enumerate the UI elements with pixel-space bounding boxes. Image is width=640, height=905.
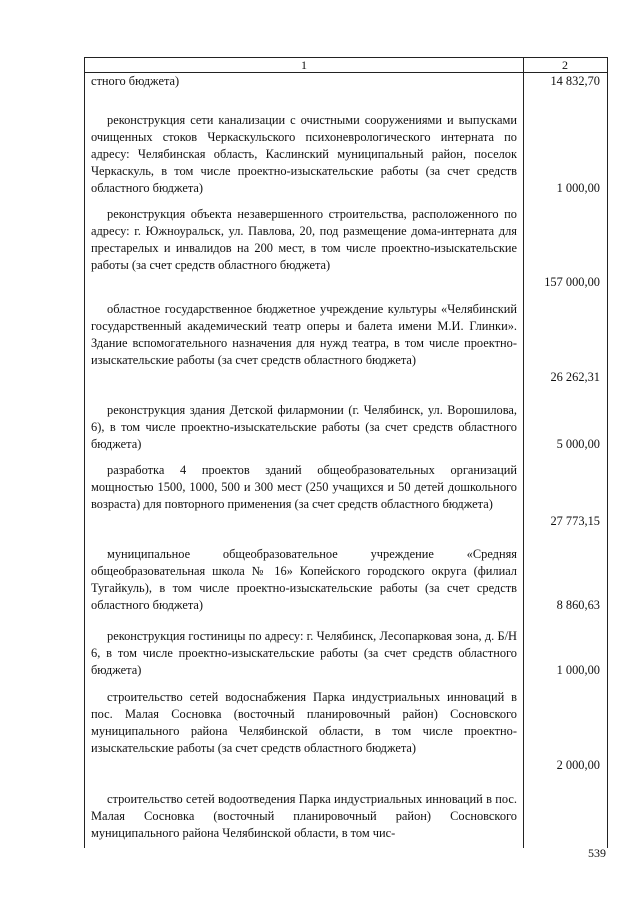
entry-amount: 27 773,15 (550, 514, 600, 528)
entry-description: реконструкция объекта незавершенного строительства, расположенного по адресу: г. Южноуральск, ул. Павлова, 20, под размещение дома-интерната для престарелых и инвалидов на 200 мест, в том числе проектно-изыскательские работы (за счет средств областного бюджета) (91, 207, 517, 272)
entry-description: разработка 4 проектов зданий общеобразовательных организаций мощностью 1500, 1000, 500 и 300 мест (250 учащихся и 50 детей дошкольного возраста) для повторного применения (за счет средств областного бюджета) (91, 463, 517, 511)
column-1-header: 1 (301, 58, 307, 72)
column-2-header: 2 (562, 58, 568, 72)
entry-amount: 2 000,00 (556, 758, 600, 772)
entry-description: областное государственное бюджетное учреждение культуры «Челябинский государственный академический театр оперы и балета имени М.И. Глинки». Здание вспомогательного назначения для нужд театра, в том числе проектно-изыскательские работы (за счет средств областного бюджета) (91, 302, 517, 367)
entry-amount: 157 000,00 (544, 275, 600, 289)
entry-description: строительство сетей водоснабжения Парка индустриальных инноваций в пос. Малая Сосновка (восточный планировочный район) Сосновского муниципального района Челябинской области, в том числе проектно-изыскательские работы (за счет средств областного бюджета) (91, 690, 517, 755)
entry-description: стного бюджета) (91, 74, 180, 88)
column-divider (523, 58, 524, 848)
entry-amount: 14 832,70 (550, 74, 600, 88)
page-number: 539 (588, 846, 606, 860)
table-header-row (85, 58, 607, 73)
entry-description: реконструкция сети канализации с очистными сооружениями и выпусками очищенных стоков Черкаскульского психоневрологического интерната по адресу: Челябинская область, Каслинский муниципальный район, поселок Черкаскуль, в том числе проектно-изыскательские работы (за счет средств областного бюджета) (91, 113, 517, 195)
entry-amount: 8 860,63 (556, 598, 600, 612)
entry-amount: 1 000,00 (556, 181, 600, 195)
entry-description: реконструкция здания Детской филармонии (г. Челябинск, ул. Ворошилова, 6), в том числе проектно-изыскательские работы (за счет средств областного бюджета) (91, 403, 517, 451)
budget-table (84, 57, 608, 848)
entry-description: строительство сетей водоотведения Парка индустриальных инноваций в пос. Малая Сосновка (восточный планировочный район) Сосновского муниципального района Челябинской области, в том чис- (91, 792, 517, 840)
entry-amount: 5 000,00 (556, 437, 600, 451)
entry-description: муниципальное общеобразовательное учреждение «Средняя общеобразовательная школа № 16» Копейского городского округа (филиал Тугайкуль), в том числе проектно-изыскательские работы (за счет средств областного бюджета) (91, 547, 517, 612)
entry-amount: 1 000,00 (556, 663, 600, 677)
entry-description: реконструкция гостиницы по адресу: г. Челябинск, Лесопарковая зона, д. Б/Н 6, в том числе проектно-изыскательские работы (за счет средств областного бюджета) (91, 629, 517, 677)
entry-amount: 26 262,31 (550, 370, 600, 384)
